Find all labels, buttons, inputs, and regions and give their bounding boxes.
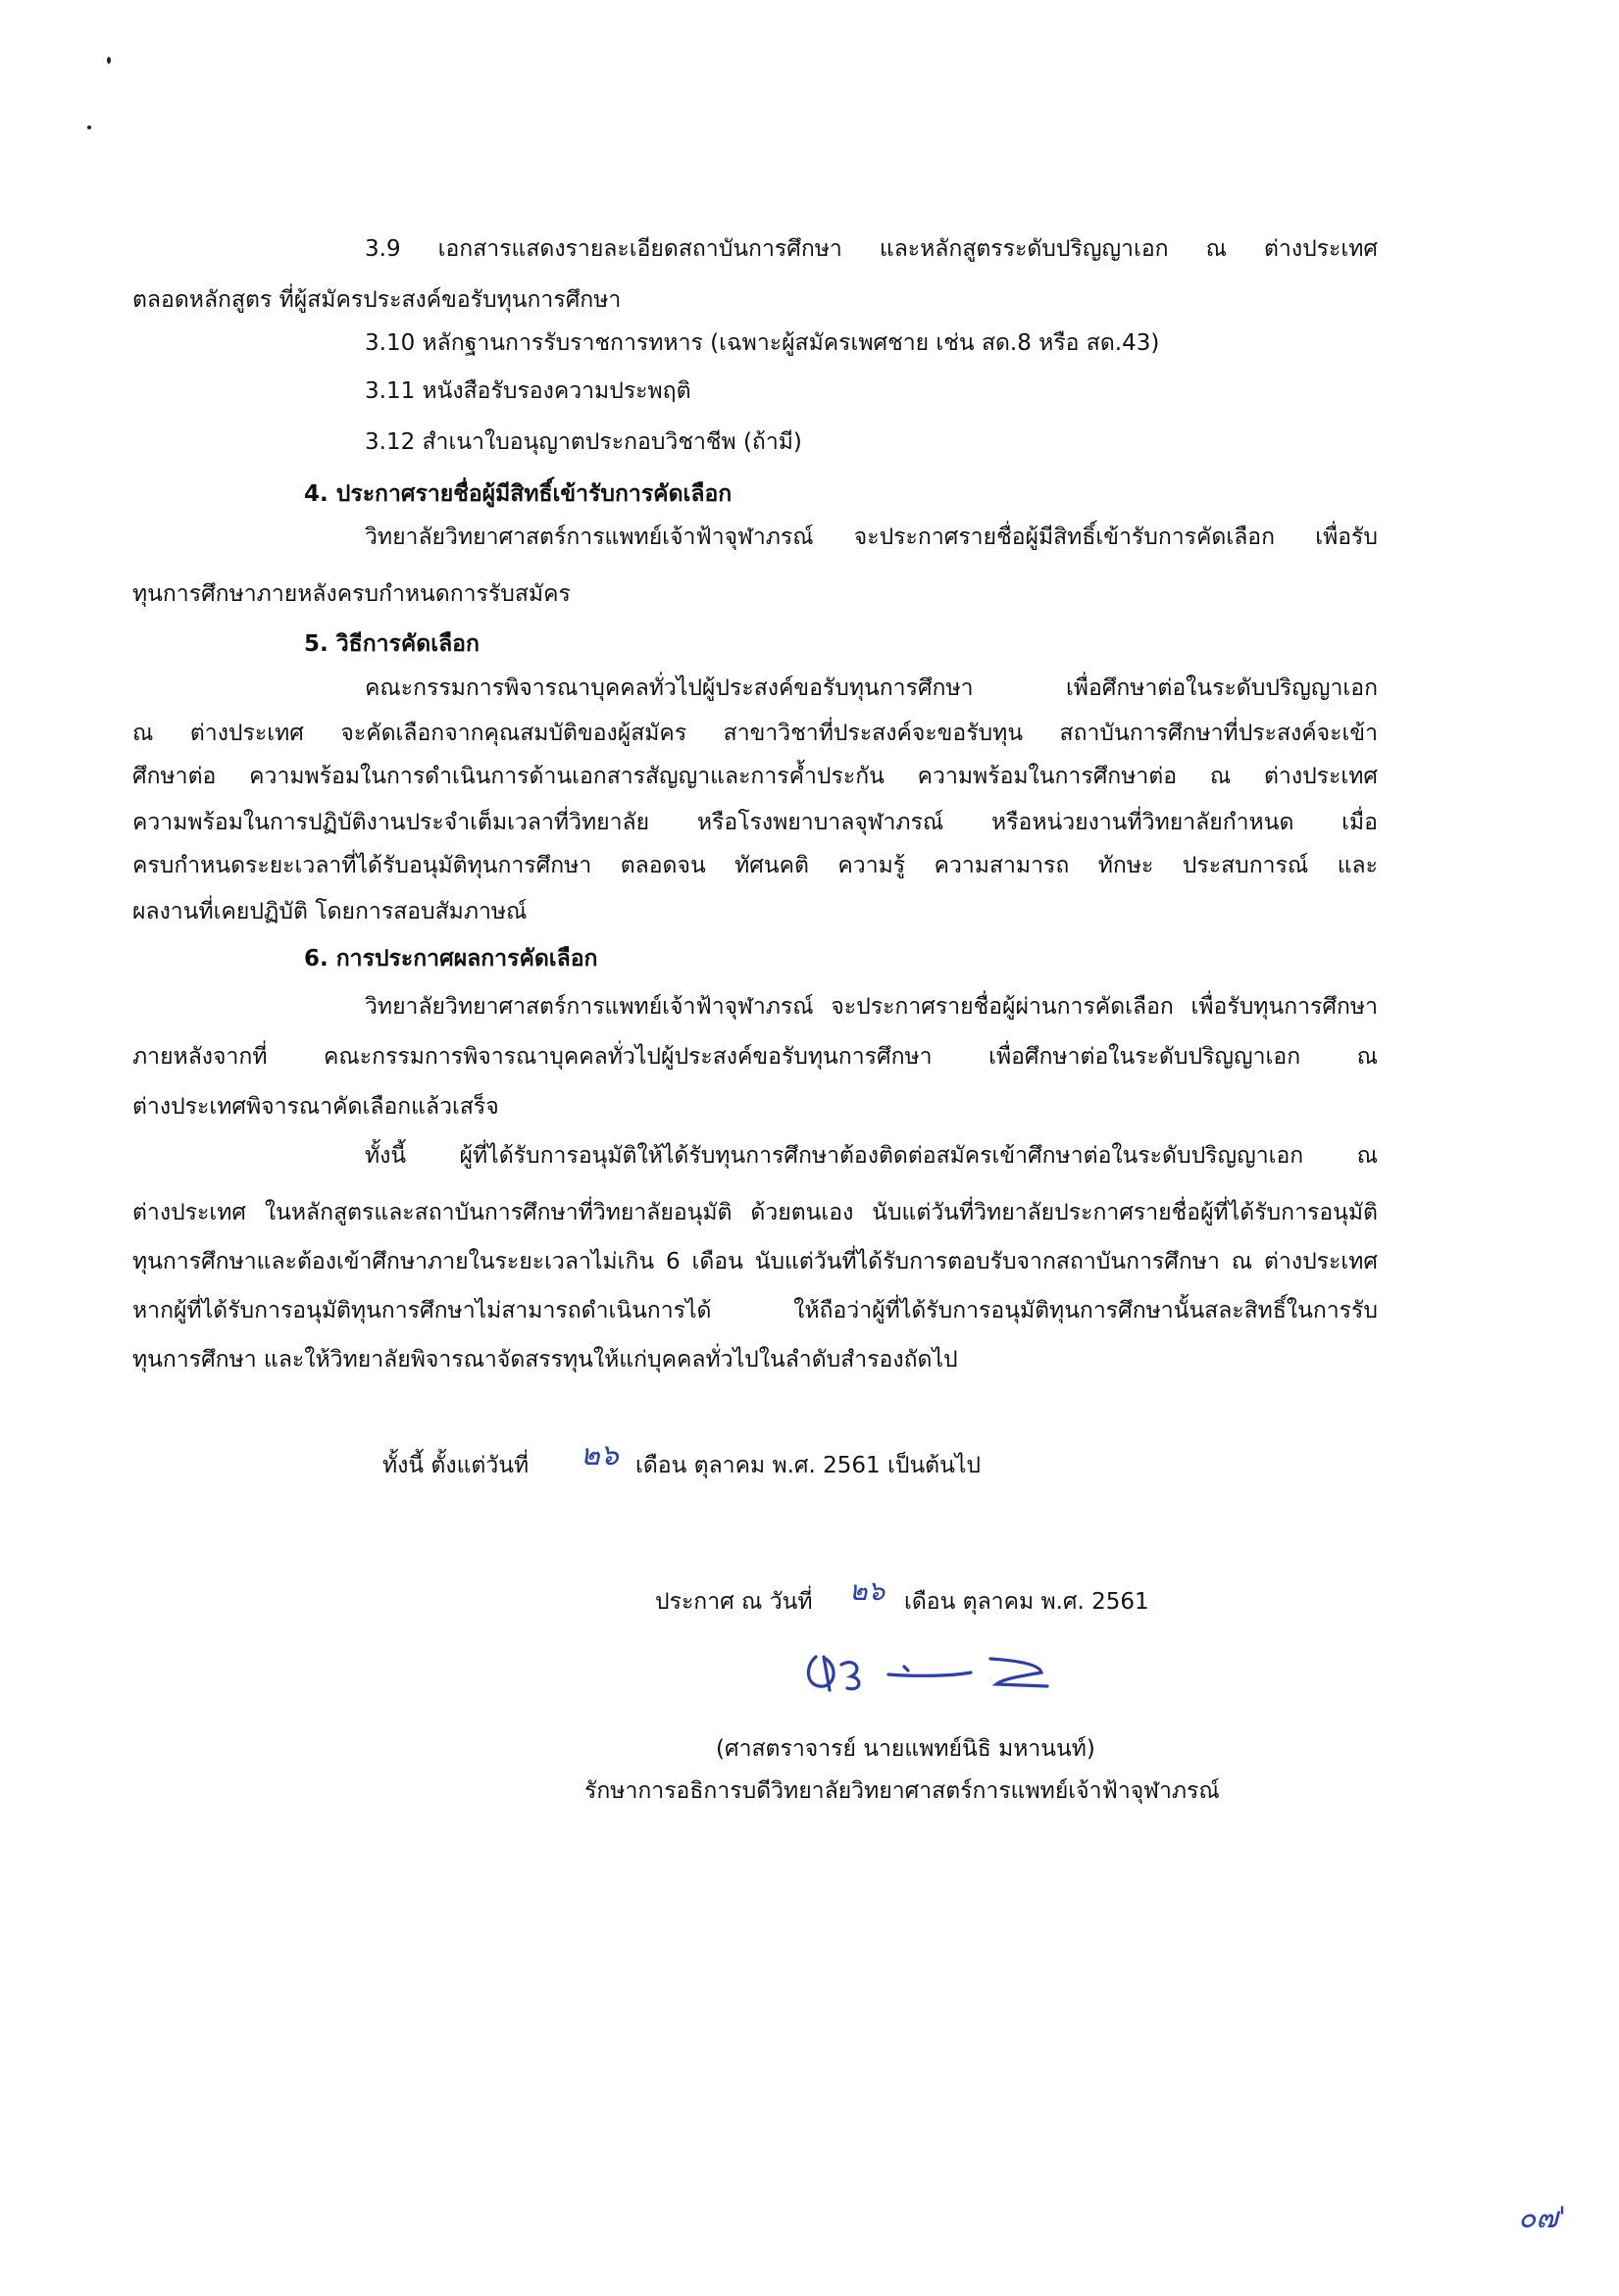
item-3-11: 3.11 หนังสือรับรองความประพฤติ	[365, 378, 691, 404]
section-6-line: วิทยาลัยวิทยาศาสตร์การแพทย์เจ้าฟ้าจุฬาภรณ์ จะประกาศรายชื่อผู้ผ่านการคัดเลือก เพื่อรับทุนการศึกษา	[365, 994, 1378, 1020]
section-5-line: ครบกำหนดระยะเวลาที่ได้รับอนุมัติทุนการศึกษา ตลอดจน ทัศนคติ ความรู้ ความสามารถ ทักษะ ประสบการณ์ และ	[132, 853, 1378, 878]
section-6-line: ต่างประเทศพิจารณาคัดเลือกแล้วเสร็จ	[132, 1094, 499, 1120]
scan-speck	[107, 57, 111, 64]
announce-date-prefix: ประกาศ ณ วันที่	[655, 1589, 813, 1615]
item-3-9-line1: 3.9 เอกสารแสดงรายละเอียดสถาบันการศึกษา และหลักสูตรระดับปริญญาเอก ณ ต่างประเทศ	[365, 236, 1378, 262]
scan-speck	[87, 125, 91, 129]
effective-date-prefix: ทั้งนี้ ตั้งแต่วันที่	[382, 1453, 530, 1478]
section-6-para2-line: ต่างประเทศ ในหลักสูตรและสถาบันการศึกษาที่วิทยาลัยอนุมัติ ด้วยตนเอง นับแต่วันที่วิทยาลัยประกาศรายชื่อผู้ที่ได้รับการอนุมัติ	[132, 1200, 1378, 1225]
section-5-line: ศึกษาต่อ ความพร้อมในการดำเนินการด้านเอกสารสัญญาและการค้ำประกัน ความพร้อมในการศึกษาต่อ ณ ต่างประเทศ	[132, 764, 1378, 789]
section-6-heading: 6. การประกาศผลการคัดเลือก	[304, 946, 598, 972]
section-5-line: ณ ต่างประเทศ จะคัดเลือกจากคุณสมบัติของผู้สมัคร สาขาวิชาที่ประสงค์จะขอรับทุน สถาบันการศึกษาที่ประสงค์จะเข้า	[132, 721, 1378, 746]
section-6-para2-line: ทั้งนี้ ผู้ที่ได้รับการอนุมัติให้ได้รับทุนการศึกษาต้องติดต่อสมัครเข้าศึกษาต่อในระดับปริญญาเอก ณ	[365, 1143, 1378, 1169]
page-mark-handwritten: ๐๗'	[1518, 2201, 1567, 2235]
item-3-9-line2: ตลอดหลักสูตร ที่ผู้สมัครประสงค์ขอรับทุนการศึกษา	[132, 287, 622, 313]
section-4-line: ทุนการศึกษาภายหลังครบกำหนดการรับสมัคร	[132, 581, 571, 607]
section-6-para2-line: หากผู้ที่ได้รับการอนุมัติทุนการศึกษาไม่สามารถดำเนินการได้ ให้ถือว่าผู้ที่ได้รับการอนุมัติทุนการศึกษานั้นสละสิทธิ์ในการรับ	[132, 1298, 1378, 1323]
section-6-para2-line: ทุนการศึกษา และให้วิทยาลัยพิจารณาจัดสรรทุนให้แก่บุคคลทั่วไปในลำดับสำรองถัดไป	[132, 1347, 958, 1373]
effective-day-handwritten: ๒๖	[581, 1438, 619, 1472]
section-4-line: วิทยาลัยวิทยาศาสตร์การแพทย์เจ้าฟ้าจุฬาภรณ์ จะประกาศรายชื่อผู้มีสิทธิ์เข้ารับการคัดเลือก เพื่อรับ	[365, 524, 1378, 550]
item-3-12: 3.12 สำเนาใบอนุญาตประกอบวิชาชีพ (ถ้ามี)	[365, 429, 802, 455]
item-3-10: 3.10 หลักฐานการรับราชการทหาร (เฉพาะผู้สมัครเพศชาย เช่น สด.8 หรือ สด.43)	[365, 330, 1160, 356]
announce-day-handwritten: ๒๖	[849, 1574, 885, 1607]
announce-date-suffix: เดือน ตุลาคม พ.ศ. 2561	[904, 1589, 1149, 1615]
signatory-title: รักษาการอธิการบดีวิทยาลัยวิทยาศาสตร์การแพทย์เจ้าฟ้าจุฬาภรณ์	[584, 1778, 1220, 1804]
effective-date-suffix: เดือน ตุลาคม พ.ศ. 2561 เป็นต้นไป	[635, 1453, 981, 1478]
section-5-line: ความพร้อมในการปฏิบัติงานประจำเต็มเวลาที่วิทยาลัย หรือโรงพยาบาลจุฬาภรณ์ หรือหน่วยงานที่วิทยาลัยกำหนด เมื่อ	[132, 810, 1378, 835]
section-6-line: ภายหลังจากที่ คณะกรรมการพิจารณาบุคคลทั่วไปผู้ประสงค์ขอรับทุนการศึกษา เพื่อศึกษาต่อในระดับปริญญาเอก ณ	[132, 1044, 1378, 1070]
section-5-line: คณะกรรมการพิจารณาบุคคลทั่วไปผู้ประสงค์ขอรับทุนการศึกษา เพื่อศึกษาต่อในระดับปริญญาเอก	[365, 675, 1378, 701]
section-5-line: ผลงานที่เคยปฏิบัติ โดยการสอบสัมภาษณ์	[132, 899, 528, 924]
signatory-name: (ศาสตราจารย์ นายแพทย์นิธิ มหานนท์)	[716, 1736, 1095, 1762]
section-6-para2-line: ทุนการศึกษาและต้องเข้าศึกษาภายในระยะเวลาไม่เกิน 6 เดือน นับแต่วันที่ได้รับการตอบรับจากสถาบันการศึกษา ณ ต่างประเทศ	[132, 1249, 1378, 1274]
signature-image	[794, 1627, 1059, 1706]
section-4-heading: 4. ประกาศรายชื่อผู้มีสิทธิ์เข้ารับการคัดเลือก	[304, 481, 733, 507]
section-5-heading: 5. วิธีการคัดเลือก	[304, 631, 480, 657]
